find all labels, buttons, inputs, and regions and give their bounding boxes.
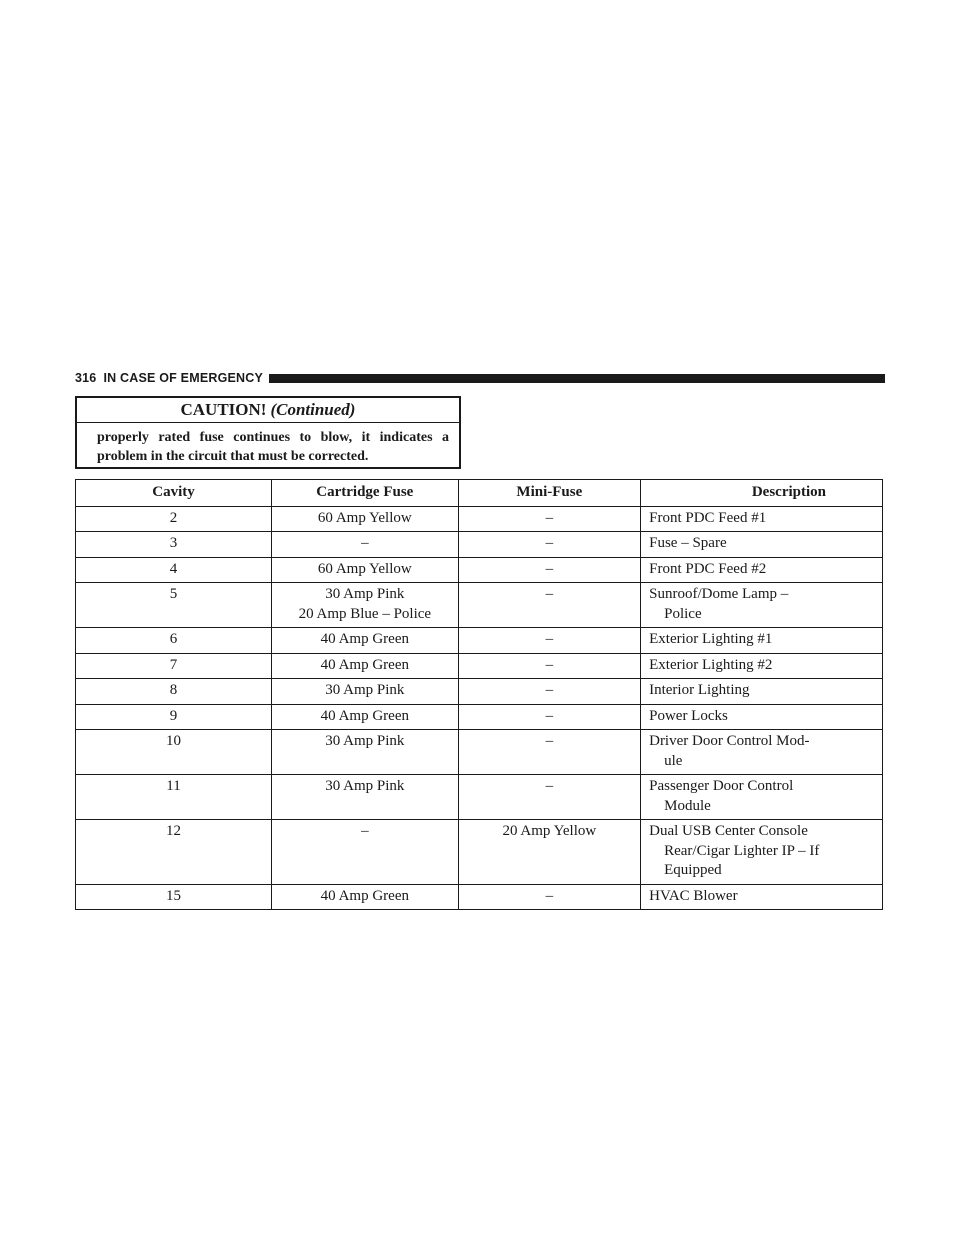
- cell-cartridge-fuse: [272, 775, 459, 820]
- cell-cartridge-fuse: [272, 583, 459, 628]
- table-row: [76, 704, 883, 730]
- cell-mini-fuse: –: [458, 884, 641, 910]
- cell-description: [641, 506, 883, 532]
- cell-cartridge-fuse: [272, 820, 459, 885]
- table-row: [76, 884, 883, 910]
- cell-cavity: 8: [76, 679, 272, 705]
- description-line: Front PDC Feed #2: [649, 560, 767, 577]
- description-line: Equipped: [664, 862, 722, 878]
- cartridge-fuse-line: 40 Amp Green: [320, 707, 409, 724]
- cell-cartridge-fuse: [272, 628, 459, 654]
- fuse-table: [75, 479, 883, 910]
- cell-mini-fuse: –: [458, 775, 641, 820]
- header-cavity: Cavity: [76, 480, 272, 507]
- cell-cavity: 9: [76, 704, 272, 730]
- table-row: [76, 506, 883, 532]
- cell-cartridge-fuse: [272, 557, 459, 583]
- table-header-row: [76, 480, 883, 507]
- description-line: Driver Door Control Mod-: [649, 733, 810, 749]
- cell-cavity: 2: [76, 506, 272, 532]
- description-line: Exterior Lighting #1: [649, 631, 773, 647]
- running-header: [75, 370, 885, 386]
- cell-mini-fuse: –: [458, 704, 641, 730]
- cartridge-fuse-line: 40 Amp Green: [320, 887, 409, 904]
- header-mini-fuse: Mini-Fuse: [458, 480, 641, 507]
- cell-mini-fuse: –: [458, 679, 641, 705]
- table-body: [76, 506, 883, 910]
- cartridge-fuse-line: 60 Amp Yellow: [317, 509, 412, 526]
- cell-description: [641, 820, 883, 885]
- cartridge-fuse-line: 60 Amp Yellow: [317, 560, 412, 577]
- description-line: Rear/Cigar Lighter IP – If: [664, 842, 820, 859]
- table-row: [76, 557, 883, 583]
- caution-label: CAUTION!: [180, 400, 267, 419]
- cell-mini-fuse: –: [458, 506, 641, 532]
- cell-cavity: 7: [76, 653, 272, 679]
- cell-description: [641, 775, 883, 820]
- cartridge-fuse-line: 40 Amp Green: [320, 631, 409, 647]
- cartridge-fuse-line: 40 Amp Green: [320, 656, 409, 673]
- cell-mini-fuse: –: [458, 557, 641, 583]
- cell-description: [641, 532, 883, 558]
- cell-mini-fuse: 20 Amp Yellow: [458, 820, 641, 885]
- table-row: [76, 532, 883, 558]
- cell-cartridge-fuse: [272, 532, 459, 558]
- table-row: [76, 820, 883, 885]
- header-rule: [269, 374, 885, 383]
- description-line: Interior Lighting: [649, 682, 750, 698]
- cell-cartridge-fuse: [272, 704, 459, 730]
- table-row: [76, 775, 883, 820]
- cell-description: [641, 653, 883, 679]
- cell-cavity: 4: [76, 557, 272, 583]
- cartridge-fuse-line: 30 Amp Pink: [325, 778, 405, 794]
- cell-cavity: 5: [76, 583, 272, 628]
- section-title: IN CASE OF EMERGENCY: [103, 371, 264, 385]
- description-line: HVAC Blower: [649, 887, 738, 904]
- table-row: [76, 628, 883, 654]
- description-line: Module: [664, 797, 711, 814]
- cell-cavity: 6: [76, 628, 272, 654]
- table-row: [76, 653, 883, 679]
- description-line: ule: [664, 752, 683, 769]
- caution-body: properly rated fuse continues to blow, it indicates a problem in the circuit that must be corrected.: [97, 430, 449, 464]
- description-line: Passenger Door Control: [649, 778, 794, 794]
- header-description: Description: [641, 480, 883, 507]
- cell-description: [641, 583, 883, 628]
- cell-description: [641, 704, 883, 730]
- cartridge-fuse-line: 30 Amp Pink: [325, 733, 405, 749]
- cell-cavity: 11: [76, 775, 272, 820]
- cell-cavity: 15: [76, 884, 272, 910]
- cell-cavity: 3: [76, 532, 272, 558]
- cell-description: [641, 730, 883, 775]
- cell-mini-fuse: –: [458, 653, 641, 679]
- caution-continued: (Continued): [270, 400, 356, 419]
- description-line: Dual USB Center Console: [649, 823, 808, 839]
- cell-description: [641, 557, 883, 583]
- table-row: [76, 679, 883, 705]
- cell-cartridge-fuse: [272, 730, 459, 775]
- table-row: [76, 730, 883, 775]
- description-line: Sunroof/Dome Lamp –: [649, 586, 789, 602]
- cell-cartridge-fuse: [272, 679, 459, 705]
- header-cartridge-fuse: Cartridge Fuse: [272, 480, 459, 507]
- description-line: Power Locks: [649, 707, 728, 724]
- cell-cartridge-fuse: [272, 653, 459, 679]
- cell-mini-fuse: –: [458, 583, 641, 628]
- cell-description: [641, 628, 883, 654]
- cartridge-fuse-line: 30 Amp Pink: [325, 586, 405, 602]
- page-number: 316: [75, 371, 97, 385]
- cell-cavity: 12: [76, 820, 272, 885]
- description-line: Fuse – Spare: [649, 535, 727, 551]
- cell-mini-fuse: –: [458, 628, 641, 654]
- cartridge-fuse-line: –: [361, 823, 369, 839]
- cell-mini-fuse: –: [458, 532, 641, 558]
- cartridge-fuse-line: –: [361, 535, 369, 551]
- description-line: Exterior Lighting #2: [649, 656, 773, 673]
- description-line: Police: [664, 605, 702, 622]
- cell-description: [641, 884, 883, 910]
- table-row: [76, 583, 883, 628]
- cell-cartridge-fuse: [272, 506, 459, 532]
- caution-box: [75, 396, 461, 469]
- cell-description: [641, 679, 883, 705]
- cartridge-fuse-line: 20 Amp Blue – Police: [298, 605, 432, 622]
- cell-cartridge-fuse: [272, 884, 459, 910]
- caution-title: [77, 398, 459, 423]
- cartridge-fuse-line: 30 Amp Pink: [325, 682, 405, 698]
- cell-mini-fuse: –: [458, 730, 641, 775]
- cell-cavity: 10: [76, 730, 272, 775]
- description-line: Front PDC Feed #1: [649, 509, 767, 526]
